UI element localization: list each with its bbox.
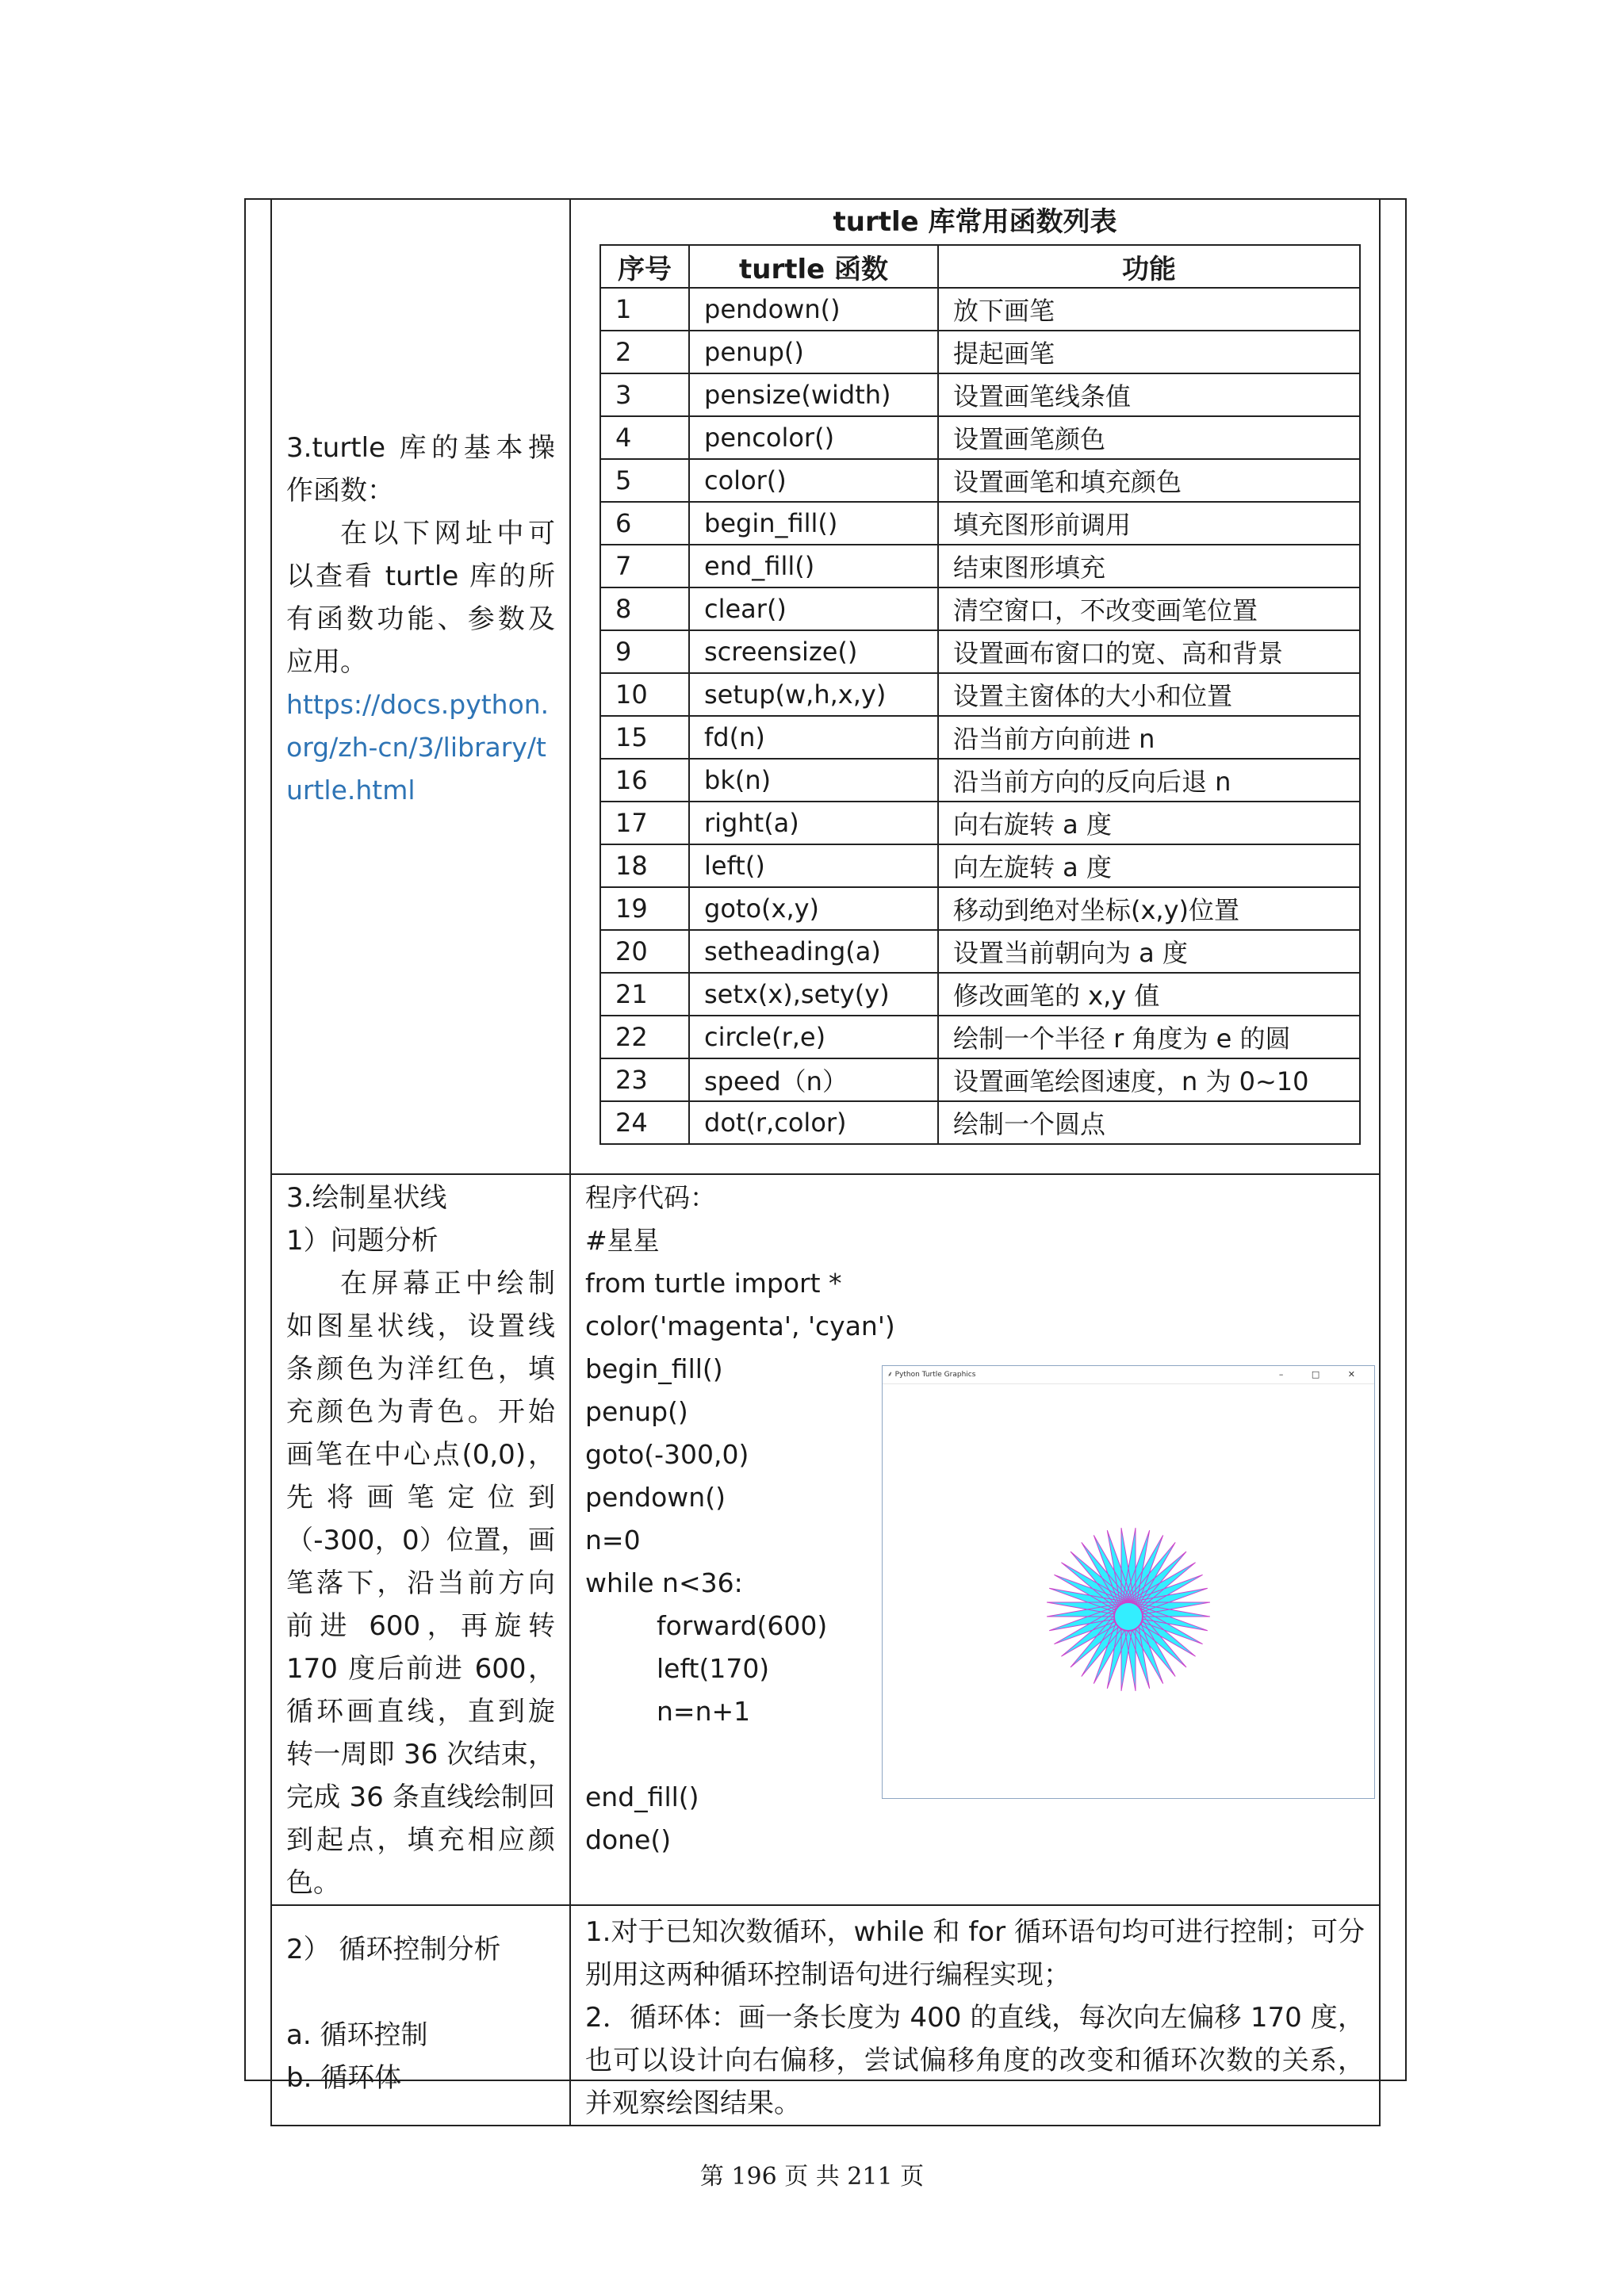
code-line: from turtle import *: [585, 1268, 842, 1299]
row-function: setup(w,h,x,y): [689, 673, 938, 716]
row-function: pendown(): [689, 288, 938, 331]
row-description: 沿当前方向的反向后退 n: [938, 759, 1360, 802]
row-function: circle(r,e): [689, 1016, 938, 1058]
problem-analysis-heading: 1）问题分析: [286, 1225, 439, 1257]
code-label: 程序代码：: [585, 1182, 716, 1213]
row-function: clear(): [689, 587, 938, 630]
row-description: 提起画笔: [938, 331, 1360, 373]
row-index: 4: [600, 416, 689, 459]
table-row: [600, 630, 1360, 673]
header-description: 功能: [938, 245, 1360, 288]
row-function: begin_fill(): [689, 502, 938, 545]
table-row: [271, 1905, 1380, 2126]
row-description: 结束图形填充: [938, 545, 1360, 587]
code-line: n=0: [585, 1525, 641, 1556]
row-index: 17: [600, 802, 689, 844]
loop-heading: 2） 循环控制分析: [286, 1934, 501, 1965]
row-function: fd(n): [689, 716, 938, 759]
table-row: [600, 1016, 1360, 1058]
star-description: 在屏幕正中绘制如图星状线，设置线条颜色为洋红色，填充颜色为青色。开始画笔在中心点(0,0)，先将画笔定位到（-300，0）位置，画笔落下，沿当前方向前进 600，再旋转 170 度后前进 600，循环画直线，直到旋转一周即 36 次结束，完成 36 条直线绘制回到起点，填充相应颜色。: [286, 1268, 555, 1899]
row-index: 1: [600, 288, 689, 331]
row-description: 清空窗口，不改变画笔位置: [938, 587, 1360, 630]
row-description: 沿当前方向前进 n: [938, 716, 1360, 759]
row-index: 21: [600, 973, 689, 1016]
page-footer: 第 196 页 共 211 页: [699, 2163, 925, 2191]
turtle-graphics-window: [882, 1365, 1375, 1799]
function-table-cell: [570, 199, 1380, 1174]
code-cell: [570, 1174, 1380, 1905]
table-row: [600, 331, 1360, 373]
row-index: 18: [600, 844, 689, 887]
code-line: while n<36:: [585, 1567, 743, 1598]
table-row: [600, 973, 1360, 1016]
row-function: screensize(): [689, 630, 938, 673]
row-description: 移动到绝对坐标(x,y)位置: [938, 887, 1360, 930]
row-function: end_fill(): [689, 545, 938, 587]
row-description: 放下画笔: [938, 288, 1360, 331]
section3-desc: 在以下网址中可以查看 turtle 库的所有函数功能、参数及应用。: [286, 518, 555, 678]
docs-link[interactable]: https://docs.python.org/zh-cn/3/library/turtle.html: [286, 689, 550, 806]
table-row: [600, 587, 1360, 630]
row-description: 设置画笔和填充颜色: [938, 459, 1360, 502]
row-description: 设置当前朝向为 a 度: [938, 930, 1360, 973]
loop-paragraph-2: 2．循环体：画一条长度为 400 的直线，每次向左偏移 170 度，也可以设计向右偏移，尝试偏移角度的改变和循环次数的关系，并观察绘图结果。: [585, 2002, 1365, 2119]
row-index: 24: [600, 1101, 689, 1144]
row-index: 8: [600, 587, 689, 630]
table-row: [600, 759, 1360, 802]
row-function: setx(x),sety(y): [689, 973, 938, 1016]
row-function: goto(x,y): [689, 887, 938, 930]
code-line: left(170): [657, 1653, 770, 1684]
code-line: color('magenta', 'cyan'): [585, 1311, 895, 1341]
star-center-hole: [1114, 1602, 1143, 1631]
table-row: [600, 1101, 1360, 1144]
table-row: [600, 673, 1360, 716]
row-function: right(a): [689, 802, 938, 844]
row-index: 9: [600, 630, 689, 673]
code-line: #星星: [585, 1225, 660, 1256]
row-index: 10: [600, 673, 689, 716]
code-line: end_fill(): [585, 1781, 699, 1812]
loop-item-control: a. 循环控制: [286, 2019, 428, 2051]
feather-icon: ⸙: [887, 1371, 893, 1379]
table-row: [600, 416, 1360, 459]
row-index: 3: [600, 373, 689, 416]
header-index: 序号: [600, 245, 689, 288]
row-description: 向左旋转 a 度: [938, 844, 1360, 887]
table-row: [600, 288, 1360, 331]
table-row: [600, 844, 1360, 887]
row-function: pensize(width): [689, 373, 938, 416]
code-line: begin_fill(): [585, 1353, 723, 1384]
function-table-header: [600, 245, 1360, 288]
row-function: left(): [689, 844, 938, 887]
row-description: 绘制一个圆点: [938, 1101, 1360, 1144]
row-index: 16: [600, 759, 689, 802]
turtle-window-title: Python Turtle Graphics: [894, 1371, 976, 1379]
row-function: bk(n): [689, 759, 938, 802]
loop-explanation-cell: [570, 1905, 1380, 2126]
table-row: [600, 1058, 1360, 1101]
row-index: 7: [600, 545, 689, 587]
row-index: 5: [600, 459, 689, 502]
loop-item-body: b. 循环体: [286, 2062, 402, 2094]
content-table: [270, 198, 1381, 2126]
table-row: [600, 930, 1360, 973]
function-table-title: turtle 库常用函数列表: [833, 206, 1117, 238]
row-index: 19: [600, 887, 689, 930]
row-function: dot(r,color): [689, 1101, 938, 1144]
row-index: 6: [600, 502, 689, 545]
table-row: [600, 373, 1360, 416]
star-problem-cell: [271, 1174, 570, 1905]
star-heading: 3.绘制星状线: [286, 1182, 447, 1214]
window-controls[interactable]: – □ ✕: [1278, 1369, 1368, 1380]
table-row: [600, 459, 1360, 502]
code-line: n=n+1: [657, 1696, 751, 1727]
code-line: forward(600): [657, 1610, 828, 1641]
row-description: 设置画笔绘图速度，n 为 0~10: [938, 1058, 1360, 1101]
header-function: turtle 函数: [689, 245, 938, 288]
row-description: 设置画布窗口的宽、高和背景: [938, 630, 1360, 673]
loop-paragraph-1: 1.对于已知次数循环，while 和 for 循环语句均可进行控制；可分别用这两种循环控制语句进行编程实现；: [585, 1916, 1365, 1991]
row-index: 15: [600, 716, 689, 759]
table-row: [600, 545, 1360, 587]
row-index: 2: [600, 331, 689, 373]
table-row: [271, 1174, 1380, 1905]
row-function: color(): [689, 459, 938, 502]
row-description: 绘制一个半径 r 角度为 e 的圆: [938, 1016, 1360, 1058]
code-line: pendown(): [585, 1482, 726, 1513]
turtle-window-titlebar: [883, 1366, 1374, 1384]
section3-cell: [271, 199, 570, 1174]
code-line: done(): [585, 1824, 672, 1855]
row-index: 20: [600, 930, 689, 973]
loop-analysis-cell: [271, 1905, 570, 2126]
function-table: [599, 244, 1361, 1145]
section3-heading: 3.turtle 库的基本操作函数：: [286, 432, 555, 507]
row-description: 填充图形前调用: [938, 502, 1360, 545]
row-function: penup(): [689, 331, 938, 373]
row-description: 修改画笔的 x,y 值: [938, 973, 1360, 1016]
row-description: 设置画笔线条值: [938, 373, 1360, 416]
table-row: [600, 716, 1360, 759]
table-row: [600, 887, 1360, 930]
row-function: setheading(a): [689, 930, 938, 973]
row-index: 23: [600, 1058, 689, 1101]
code-line: penup(): [585, 1396, 688, 1427]
row-description: 向右旋转 a 度: [938, 802, 1360, 844]
table-row: [600, 502, 1360, 545]
code-line: goto(-300,0): [585, 1439, 749, 1470]
row-description: 设置画笔颜色: [938, 416, 1360, 459]
row-function: pencolor(): [689, 416, 938, 459]
row-description: 设置主窗体的大小和位置: [938, 673, 1360, 716]
row-function: speed（n）: [689, 1058, 938, 1101]
row-index: 22: [600, 1016, 689, 1058]
star-drawing: [883, 1384, 1373, 1797]
table-row: [600, 802, 1360, 844]
table-row: [271, 199, 1380, 1174]
